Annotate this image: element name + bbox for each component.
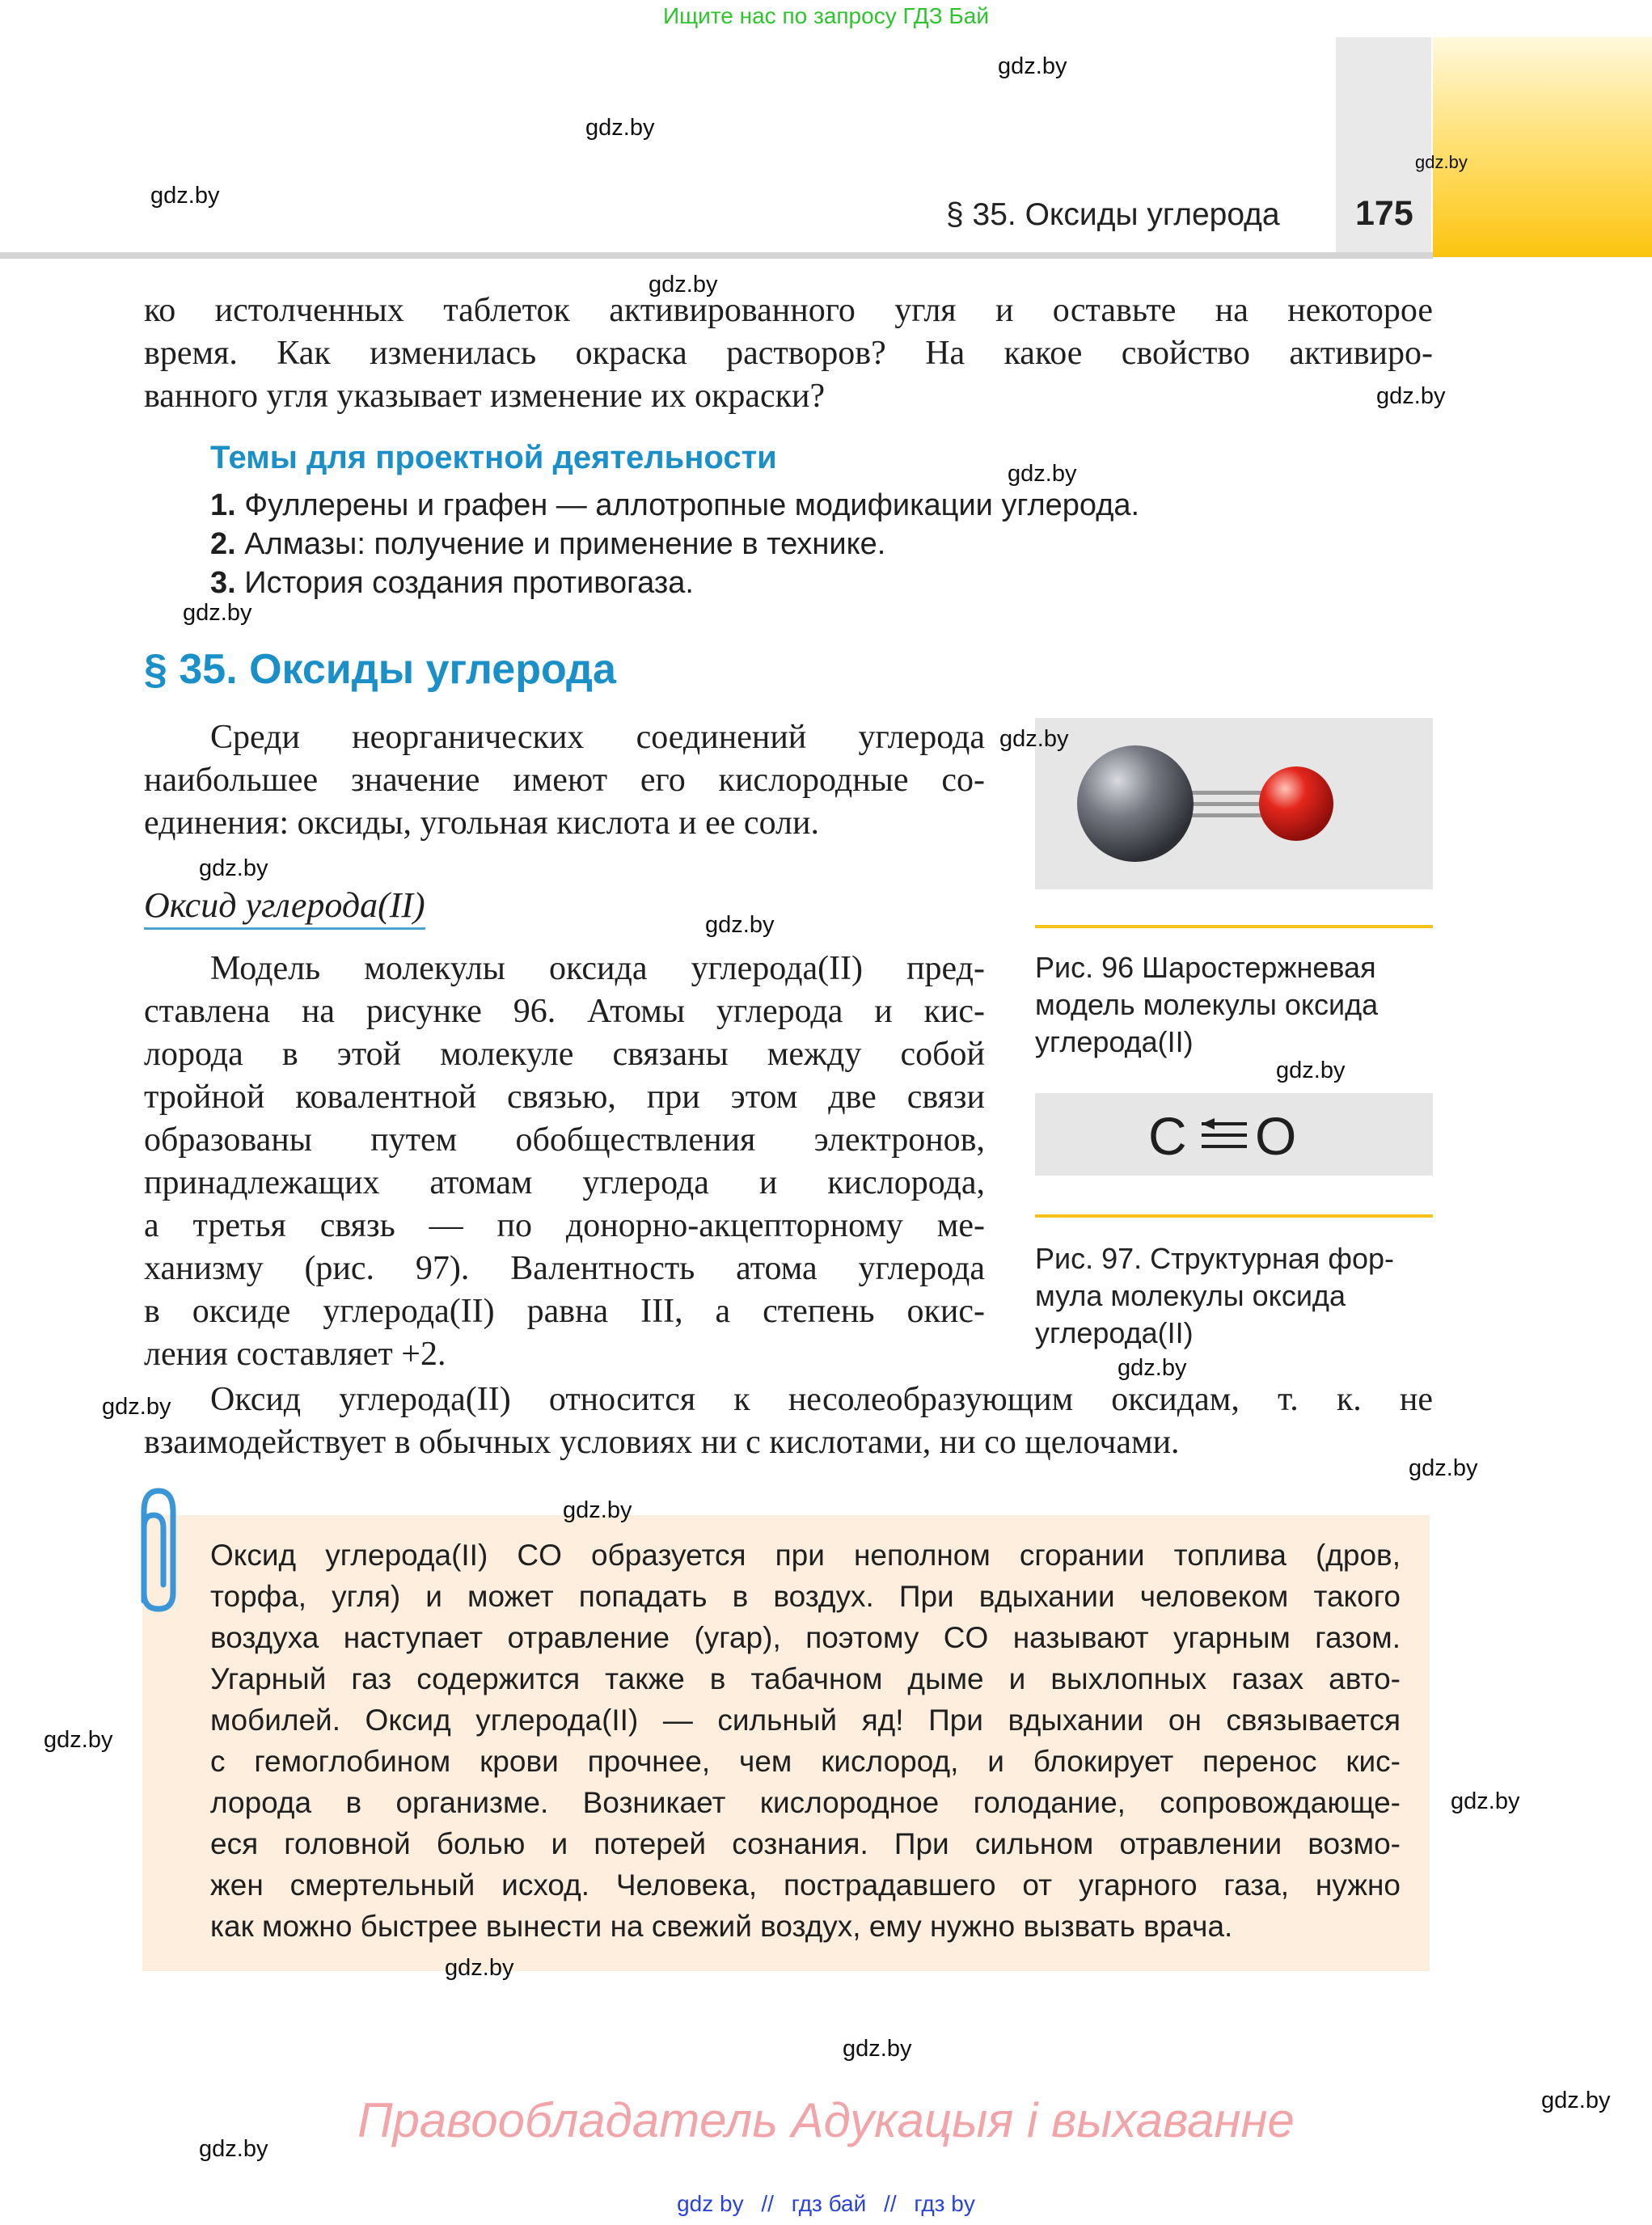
text-line: Оксид углерода(II) CO образуется при неполном сгорании топлива (дров, bbox=[210, 1539, 1401, 1572]
text-line: с гемоглобином крови прочнее, чем кислород, и блокирует перенос кис- bbox=[210, 1745, 1401, 1778]
figure-96-caption bbox=[1035, 949, 1378, 1061]
text-line: Угарный газ содержится также в табачном дыме и выхлопных газах авто- bbox=[210, 1662, 1401, 1695]
topic-number: 2. bbox=[210, 527, 236, 561]
oxygen-atom bbox=[1259, 766, 1333, 841]
figure-97-image bbox=[1035, 1093, 1433, 1176]
caption-line: модель молекулы оксида bbox=[1035, 988, 1379, 1021]
formula-atom-c: C bbox=[1148, 1106, 1187, 1166]
figure-96-image bbox=[1035, 718, 1433, 889]
project-topic-item bbox=[210, 527, 885, 562]
figure-97-caption bbox=[1035, 1240, 1394, 1352]
text-line: образованы путем обобществления электронов, bbox=[144, 1121, 985, 1159]
watermark: gdz.by bbox=[1118, 1355, 1187, 1381]
text-line: как можно быстрее вынести на свежий воздух, ему нужно вызвать врача. bbox=[210, 1910, 1233, 1943]
caption-line: Рис. 97. Структурная фор- bbox=[1035, 1242, 1394, 1275]
section-heading: § 35. Оксиды углерода bbox=[144, 646, 616, 693]
paperclip-icon bbox=[121, 1480, 186, 1617]
watermark: gdz.by bbox=[1415, 152, 1468, 172]
text-line: в оксиде углерода(II) равна III, а степень окис- bbox=[144, 1293, 985, 1330]
watermark: gdz.by bbox=[445, 1955, 514, 1981]
watermark: gdz.by bbox=[150, 183, 220, 209]
text-line: лорода в организме. Возникает кислородное голодание, сопровождающе- bbox=[210, 1786, 1401, 1819]
section-paragraph-3 bbox=[144, 1378, 1433, 1464]
co-structural-formula bbox=[1035, 1093, 1433, 1176]
text-line: а третья связь — по донорно-акцепторному ме- bbox=[144, 1207, 985, 1244]
topic-text: Фуллерены и графен — аллотропные модификации углерода. bbox=[244, 488, 1140, 522]
topic-text: Алмазы: получение и применение в технике. bbox=[244, 527, 886, 561]
watermark: gdz.by bbox=[44, 1727, 113, 1753]
copyright-notice: Правообладатель Адукацыя і выхаванне bbox=[357, 2093, 1295, 2147]
watermark: gdz.by bbox=[705, 912, 775, 938]
text-line: взаимодействует в обычных условиях ни с кислотами, ни со щелочами. bbox=[144, 1424, 1180, 1461]
formula-atom-o: O bbox=[1255, 1106, 1297, 1166]
text-line: жен смертельный исход. Человека, пострадавшего от угарного газа, нужно bbox=[210, 1868, 1401, 1902]
intro-paragraph bbox=[144, 289, 1433, 418]
watermark: gdz.by bbox=[102, 1394, 171, 1420]
footer-separator: // bbox=[761, 2191, 774, 2216]
watermark: gdz.by bbox=[1008, 461, 1077, 487]
footer-link[interactable]: гдз бай bbox=[791, 2191, 867, 2216]
running-head: § 35. Оксиды углерода bbox=[946, 197, 1280, 232]
watermark: gdz.by bbox=[998, 53, 1067, 79]
watermark: gdz.by bbox=[1276, 1058, 1346, 1083]
topic-text: История создания противогаза. bbox=[244, 566, 694, 600]
text-line: Оксид углерода(II) относится к несолеобразующим оксидам, т. к. не bbox=[210, 1381, 1433, 1418]
carbon-atom bbox=[1077, 745, 1194, 862]
text-line: наибольшее значение имеют его кислородные со- bbox=[144, 762, 985, 799]
co-ball-stick-model bbox=[1035, 718, 1433, 889]
subheading-co: Оксид углерода(II) bbox=[144, 885, 425, 930]
text-line: Среди неорганических соединений углерода bbox=[210, 719, 985, 756]
caption-line: углерода(II) bbox=[1035, 1025, 1194, 1058]
text-line: лорода в этой молекуле связаны между собой bbox=[144, 1036, 985, 1073]
watermark: gdz.by bbox=[1409, 1455, 1478, 1481]
footer-link[interactable]: gdz by bbox=[677, 2191, 744, 2216]
caption-line: мула молекулы оксида bbox=[1035, 1279, 1346, 1312]
footer-link[interactable]: гдз by bbox=[914, 2191, 975, 2216]
header-color-band bbox=[1433, 37, 1652, 257]
text-line: торфа, угля) и может попадать в воздух. При вдыхании человеком такого bbox=[210, 1580, 1401, 1613]
text-line: ханизму (рис. 97). Валентность атома углерода bbox=[144, 1250, 985, 1287]
watermark: gdz.by bbox=[649, 272, 718, 298]
watermark: gdz.by bbox=[199, 855, 268, 881]
text-line: тройной ковалентной связью, при этом две связи bbox=[144, 1079, 985, 1116]
section-paragraph-1 bbox=[144, 716, 985, 845]
project-topic-item bbox=[210, 566, 694, 601]
text-line: ко истолченных таблеток активированного угля и оставьте на некоторое bbox=[144, 292, 1433, 329]
topic-number: 1. bbox=[210, 488, 236, 522]
figure-96-rule bbox=[1035, 925, 1433, 928]
topic-number: 3. bbox=[210, 566, 236, 600]
text-line: принадлежащих атомам углерода и кислорода, bbox=[144, 1164, 985, 1201]
watermark: gdz.by bbox=[843, 2036, 912, 2062]
watermark: gdz.by bbox=[563, 1497, 632, 1523]
caption-line: Рис. 96 Шаростержневая bbox=[1035, 951, 1376, 984]
text-line: воздуха наступает отравление (угар), поэтому CO называют угарным газом. bbox=[210, 1621, 1401, 1654]
footer-separator: // bbox=[884, 2191, 897, 2216]
text-line: еся головной болью и потерей сознания. При сильном отравлении возмо- bbox=[210, 1827, 1401, 1860]
text-line: ставлена на рисунке 96. Атомы углерода и кис- bbox=[144, 993, 985, 1030]
text-line: время. Как изменилась окраска растворов? На какое свойство активиро- bbox=[144, 335, 1433, 372]
text-line: мобилей. Оксид углерода(II) — сильный яд! При вдыхании он связывается bbox=[210, 1704, 1401, 1737]
project-topic-item bbox=[210, 488, 1139, 523]
watermark: gdz.by bbox=[1376, 383, 1446, 409]
watermark: gdz.by bbox=[999, 726, 1069, 752]
watermark: gdz.by bbox=[585, 115, 655, 141]
arrow-head-icon bbox=[1202, 1118, 1215, 1129]
watermark: gdz.by bbox=[1451, 1788, 1520, 1814]
info-box-text bbox=[210, 1535, 1401, 1947]
figure-97-rule bbox=[1035, 1214, 1433, 1218]
header-rule bbox=[0, 252, 1433, 259]
page-number: 175 bbox=[1355, 194, 1413, 233]
section-paragraph-2 bbox=[144, 948, 985, 1376]
caption-line: углерода(II) bbox=[1035, 1316, 1194, 1349]
footer-links bbox=[0, 2191, 1652, 2217]
project-topics-heading: Темы для проектной деятельности bbox=[210, 440, 777, 475]
text-line: ванного угля указывает изменение их окраски? bbox=[144, 378, 826, 415]
text-line: единения: оксиды, угольная кислота и ее соли. bbox=[144, 804, 819, 842]
text-line: Модель молекулы оксида углерода(II) пред- bbox=[210, 950, 985, 987]
watermark: gdz.by bbox=[1541, 2088, 1611, 2113]
top-banner[interactable]: Ищите нас по запросу ГДЗ Бай bbox=[662, 3, 990, 28]
watermark: gdz.by bbox=[199, 2136, 268, 2162]
text-line: ления составляет +2. bbox=[144, 1336, 446, 1373]
watermark: gdz.by bbox=[183, 600, 252, 626]
